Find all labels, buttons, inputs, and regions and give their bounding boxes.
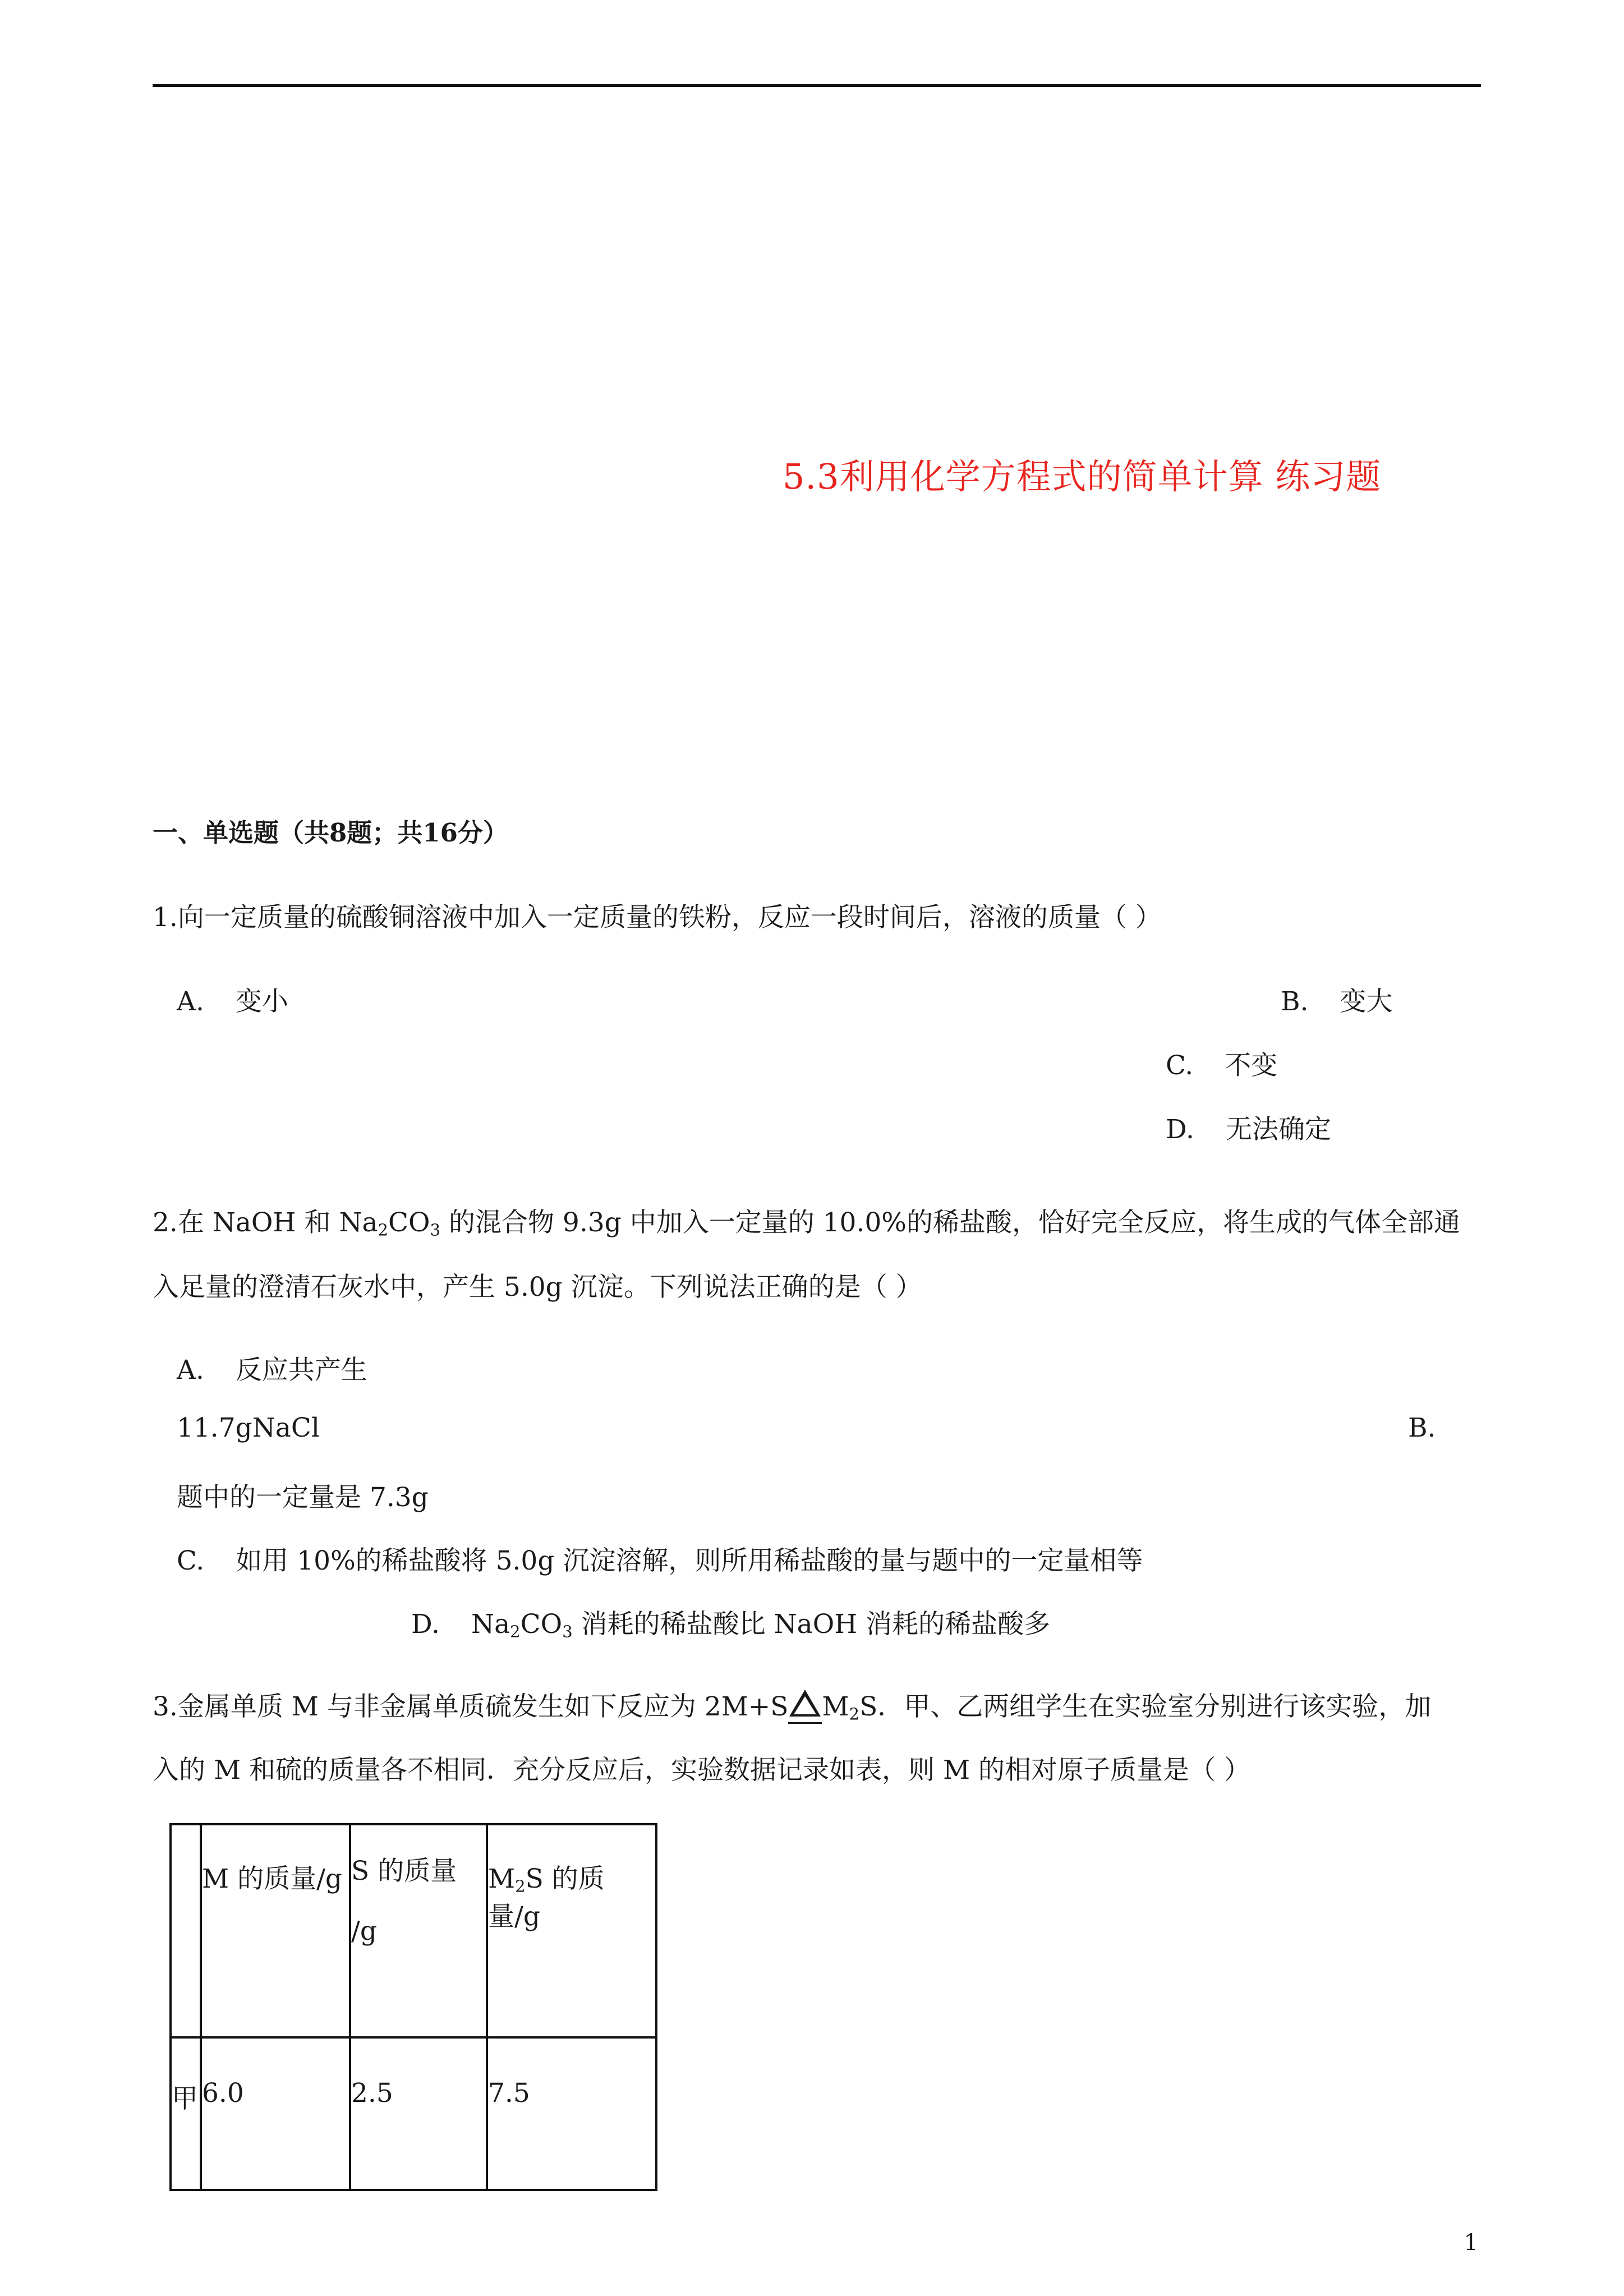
question-3-stem-line2: 入的 M 和硫的质量各不相同．充分反应后，实验数据记录如表，则 M 的相对原子质量是（ ）	[153, 1755, 1250, 1786]
option-text: 不变	[1225, 1050, 1278, 1081]
subscript: 2	[510, 1622, 521, 1641]
table-header-text: M	[488, 1864, 516, 1894]
question-2-stem-line2: 入足量的澄清石灰水中，产生 5.0g 沉淀。下列说法正确的是（ ）	[153, 1272, 922, 1303]
stem-text: 3.金属单质 M 与非金属单质硫发生如下反应为 2M+S	[153, 1691, 789, 1722]
stem-text: 2.在 NaOH 和 Na	[153, 1207, 378, 1238]
question-2-stem-line1	[153, 1202, 1460, 1239]
option-label: C.	[1166, 1050, 1194, 1081]
page-number: 1	[1464, 2230, 1478, 2256]
table-header-text: S 的质量/g	[488, 1864, 605, 1932]
table-header-cell: M 的质量/g	[201, 1824, 350, 2037]
table-row	[171, 2037, 656, 2190]
option-label: D.	[411, 1609, 440, 1640]
table-cell: 甲	[171, 2037, 201, 2190]
option-text: 无法确定	[1225, 1114, 1331, 1145]
question-2-option-b-label: B.	[1408, 1412, 1436, 1443]
table-header-text: /g	[351, 1916, 377, 1947]
table-header-text: S 的质量	[351, 1856, 457, 1887]
table-cell: 6.0	[201, 2037, 350, 2190]
option-text: 变小	[235, 986, 288, 1017]
subscript: 2	[849, 1704, 860, 1724]
table-cell: 7.5	[487, 2037, 656, 2190]
section-heading: 一、单选题（共8题；共16分）	[153, 818, 508, 848]
table-header-cell	[350, 1824, 487, 2037]
subscript: 3	[430, 1220, 441, 1240]
stem-text: M	[822, 1691, 849, 1722]
option-label: A.	[177, 1355, 204, 1386]
question-2-option-a	[177, 1349, 367, 1387]
question-2-option-c	[177, 1540, 1143, 1577]
table-header-cell	[171, 1824, 201, 2037]
stem-text: 的混合物 9.3g 中加入一定量的 10.0%的稀盐酸，恰好完全反应，将生成的气体全部通	[440, 1207, 1460, 1238]
stem-text: S．甲、乙两组学生在实验室分别进行该实验，加	[859, 1691, 1432, 1722]
heating-triangle-icon	[788, 1690, 822, 1724]
question-1-option-b	[1281, 981, 1392, 1018]
table-cell: 2.5	[350, 2037, 487, 2190]
header-rule	[153, 84, 1481, 87]
question-1-option-c	[1166, 1045, 1277, 1082]
subscript: 2	[515, 1876, 526, 1896]
subscript: 3	[562, 1622, 573, 1641]
page-title: 5.3利用化学方程式的简单计算 练习题	[783, 456, 1382, 497]
stem-text: CO	[388, 1207, 430, 1238]
question-1-option-d	[1166, 1108, 1331, 1146]
question-1-option-a	[177, 981, 288, 1018]
data-table	[169, 1823, 657, 2191]
option-label: C.	[177, 1545, 205, 1576]
option-text: 消耗的稀盐酸比 NaOH 消耗的稀盐酸多	[572, 1609, 1051, 1640]
option-text: Na	[471, 1609, 510, 1640]
question-2-option-b-text: 题中的一定量是 7.3g	[177, 1482, 429, 1513]
question-1-stem: 1.向一定质量的硫酸铜溶液中加入一定质量的铁粉，反应一段时间后，溶液的质量（ ）	[153, 902, 1162, 933]
option-label: B.	[1281, 986, 1309, 1017]
option-text: CO	[520, 1609, 563, 1640]
option-text: 反应共产生	[235, 1355, 367, 1386]
question-2-option-d	[411, 1603, 1050, 1641]
table-header-row	[171, 1824, 656, 2037]
question-2-option-a-cont: 11.7gNaCl	[177, 1412, 320, 1443]
table-header-cell	[487, 1824, 656, 2037]
option-text: 变大	[1340, 986, 1393, 1017]
subscript: 2	[378, 1220, 389, 1240]
question-3-stem-line1	[153, 1686, 1431, 1724]
option-label: D.	[1166, 1114, 1194, 1145]
option-text: 如用 10%的稀盐酸将 5.0g 沉淀溶解，则所用稀盐酸的量与题中的一定量相等	[236, 1545, 1143, 1576]
option-label: A.	[177, 986, 204, 1017]
